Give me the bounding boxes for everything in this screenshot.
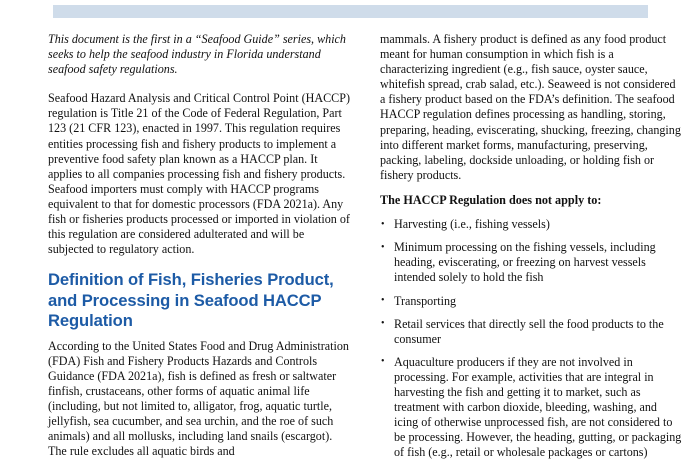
right-paragraph-1: mammals. A fishery product is defined as any food product meant for human consumption in which fish is a characterizing ingredient (e.g., fish sauce, oyster sauce, whitefish spread, crab salad, etc.). Seaweed is not considered a fishery product based on the FDA’s definition. The seafood HACCP regulation defines processing as handling, storing, preparing, heading, eviscerating, shucking, freezing, changing into different market forms, manufacturing, preserving, packing, labeling, dockside unloading, or holding fish or fishery products. — [380, 32, 681, 182]
two-column-body — [0, 32, 700, 470]
list-item: • Aquaculture producers if they are not involved in processing. For example, activities that are integral in harvesting the fish and getting it to market, such as treatment with carbon dioxide, bleeding, washing, and icing of otherwise unprocessed fish, are not considered to be processing. However, the heading, gutting, or packaging of fish (e.g., retail or wholesale packages or cartons) — [380, 355, 682, 461]
right-column — [380, 32, 682, 470]
left-paragraph-1: Seafood Hazard Analysis and Critical Control Point (HACCP) regulation is Title 21 of the Code of Federal Regulation, Part 123 (21 CFR 123), enacted in 1997. This regulation requires entities processing fish and fishery products to implement a preventive food safety plan known as a HACCP plan. It applies to all companies processing fish and fishery products. Seafood importers must comply with HACCP programs equivalent to that for domestic processors (FDA 2021a). Any fish or fisheries products processed or imported in violation of this regulation are considered adulterated and will be subjected to regulatory action. — [48, 91, 350, 257]
left-paragraph-2: According to the United States Food and Drug Administration (FDA) Fish and Fishery Products Hazards and Controls Guidance (FDA 2021a), fish is defined as fresh or saltwater finfish, crustaceans, other forms of aquatic animal life (including, but not limited to, alligator, frog, aquatic turtle, jellyfish, sea cucumber, and sea urchin, and the roe of such animals) and all mollusks, including land snails (escargot). The rule excludes all aquatic birds and — [48, 338, 349, 459]
exclusions-bullet-list — [380, 217, 682, 460]
exclusions-subheading: The HACCP Regulation does not apply to: — [380, 192, 602, 207]
section-heading: Definition of Fish, Fisheries Product, and Processing in Seafood HACCP Regulation — [48, 270, 334, 331]
intro-lede-paragraph: This document is the first in a “Seafood Guide” series, which seeks to help the seafood industry in Florida understand seafood safety regulations. — [48, 32, 346, 77]
list-item: • Harvesting (i.e., fishing vessels) — [380, 217, 682, 232]
list-item: • Retail services that directly sell the food products to the consumer — [380, 317, 682, 347]
list-item: • Minimum processing on the fishing vessels, including heading, eviscerating, or freezing on harvest vessels intended solely to hold the fish — [380, 240, 682, 285]
header-band — [53, 5, 648, 18]
list-item: • Transporting — [380, 294, 682, 309]
left-column — [48, 32, 350, 470]
